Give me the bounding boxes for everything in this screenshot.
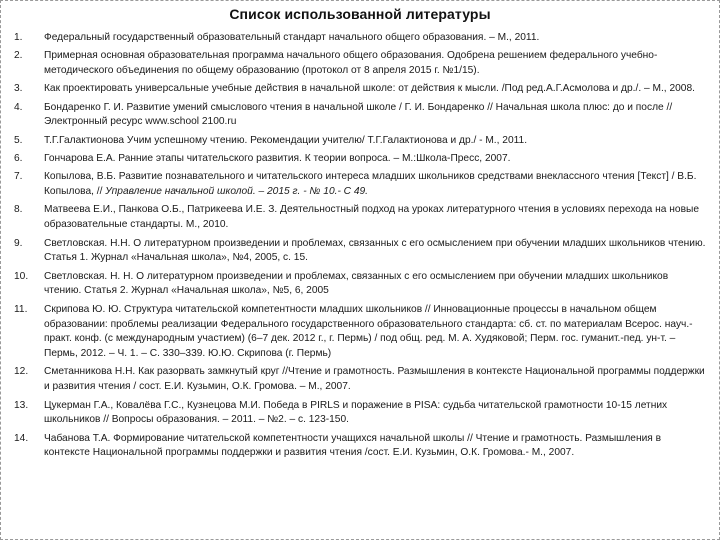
reference-item [0, 134, 720, 149]
reference-text: Как проектировать универсальные учебные действия в начальной школе: от действия к мысли. /Под ред.А.Г.Асмолова и др./. – М., 2008. [44, 83, 695, 95]
reference-text: Федеральный государственный образовательный стандарт начального общего образования. – М., 2011. [44, 32, 540, 43]
reference-text: Светловская. Н. Н. О литературном произведении и проблемах, связанных с его осмыслением при обучении младших школьников чтению. Статья 2. Журнал «Начальная школа», №5, 6, 2005 [44, 270, 669, 297]
reference-number: 11. [14, 303, 28, 315]
reference-item [0, 31, 720, 46]
reference-number: 6. [14, 153, 23, 165]
reference-item [0, 303, 720, 362]
reference-text: Матвеева Е.И., Панкова О.Б., Патрикеева И.Е. З. Деятельностный подход на уроках литературного чтения в условиях перехода на новые образовательные стандарты. М., 2010. [44, 204, 699, 231]
reference-number: 5. [14, 134, 23, 146]
reference-item [0, 203, 720, 233]
reference-item [0, 432, 720, 462]
reference-item [0, 170, 720, 200]
reference-item [0, 82, 720, 97]
reference-text: Цукерман Г.А., Ковалёва Г.С., Кузнецова М.И. Победа в PIRLS и поражение в PISA: судьба читательской грамотности 10-15 летних школьников // Вопросы образования. – 2011. – №2. – с. 123-150. [44, 399, 668, 426]
reference-text: Т.Г.Галактионова Учим успешному чтению. Рекомендации учителю/ Т.Г.Галактионова и др./ - М., 2011. [44, 134, 528, 146]
reference-number: 7. [14, 171, 23, 183]
reference-number: 10. [14, 270, 29, 282]
reference-item [0, 399, 720, 429]
reference-number: 1. [14, 32, 23, 43]
reference-number: 12. [14, 366, 29, 378]
reference-text: Скрипова Ю. Ю. Структура читательской компетентности младших школьников // Инновационные процессы в начальном общем образовании: проблемы реализации Федерального государственного образовательного стандарта: сб. ст. по материалам Всерос. науч.-практ. конф. (с международным участием) (6–7 дек. 2012 г., г. Пермь) / под общ. ред. М. А. Худяковой; Перм. гос. гуманит.-пед. ун-т. – Пермь, 2012. – Ч. 1. – С. 330–339. Ю.Ю. Скрипова (г. Пермь) [44, 303, 693, 360]
reference-text-before: Копылова, В.Б. Развитие познавательного и читательского интереса младших школьников средствами внеклассного чтения [Текст] / В.Б. Копылова, // [44, 171, 697, 198]
reference-number: 8. [14, 204, 23, 216]
reference-text: Чабанова Т.А. Формирование читательской компетентности учащихся начальной школы // Чтение и грамотность. Размышления в контексте Национальной программы поддержки и развития чтения /сост. Е.И. Кузьмин, О.К. Громова.- М., 2007. [44, 432, 662, 459]
reference-item [0, 270, 720, 300]
page-title: Список использованной литературы [229, 6, 491, 22]
reference-number: 13. [14, 399, 29, 411]
reference-number: 9. [14, 237, 23, 249]
journal-title: Управление начальной школой [105, 186, 253, 198]
reference-number: 3. [14, 83, 23, 95]
reference-item [0, 49, 720, 79]
reference-number: 2. [14, 50, 23, 62]
reference-text: Бондаренко Г. И. Развитие умений смыслового чтения в начальной школе / Г. И. Бондаренко // Начальная школа плюс: до и после // Электронный ресурс www.school 2100.ru [44, 101, 673, 128]
reference-item [0, 101, 720, 131]
reference-number: 14. [14, 432, 29, 444]
reference-text: Светловская. Н.Н. О литературном произведении и проблемах, связанных с его осмыслением при обучении младших школьников чтению. Статья 1. Журнал «Начальная школа», №4, 2005, с. 15. [44, 237, 706, 264]
reference-number: 4. [14, 101, 23, 113]
reference-item [0, 365, 720, 395]
reference-text: Примерная основная образовательная программа начального общего образования. Одобрена решением федерального учебно-методического объединения по общему образованию (протокол от 8 апреля 2015 г. №1/15). [44, 50, 658, 77]
reference-item [0, 152, 720, 167]
reference-text: Сметанникова Н.Н. Как разорвать замкнутый круг //Чтение и грамотность. Размышления в контексте Национальной программы поддержки и развития чтения / сост. Е.И. Кузьмин, О.К. Громова. – М., 2007. [44, 366, 705, 393]
reference-text-after: . – 2015 г. - № 10.- С 49. [252, 186, 369, 198]
reference-item [0, 237, 720, 267]
reference-list [0, 31, 720, 465]
reference-text: Гончарова Е.А. Ранние этапы читательского развития. К теории вопроса. – М.:Школа-Пресс, 2007. [44, 153, 511, 165]
